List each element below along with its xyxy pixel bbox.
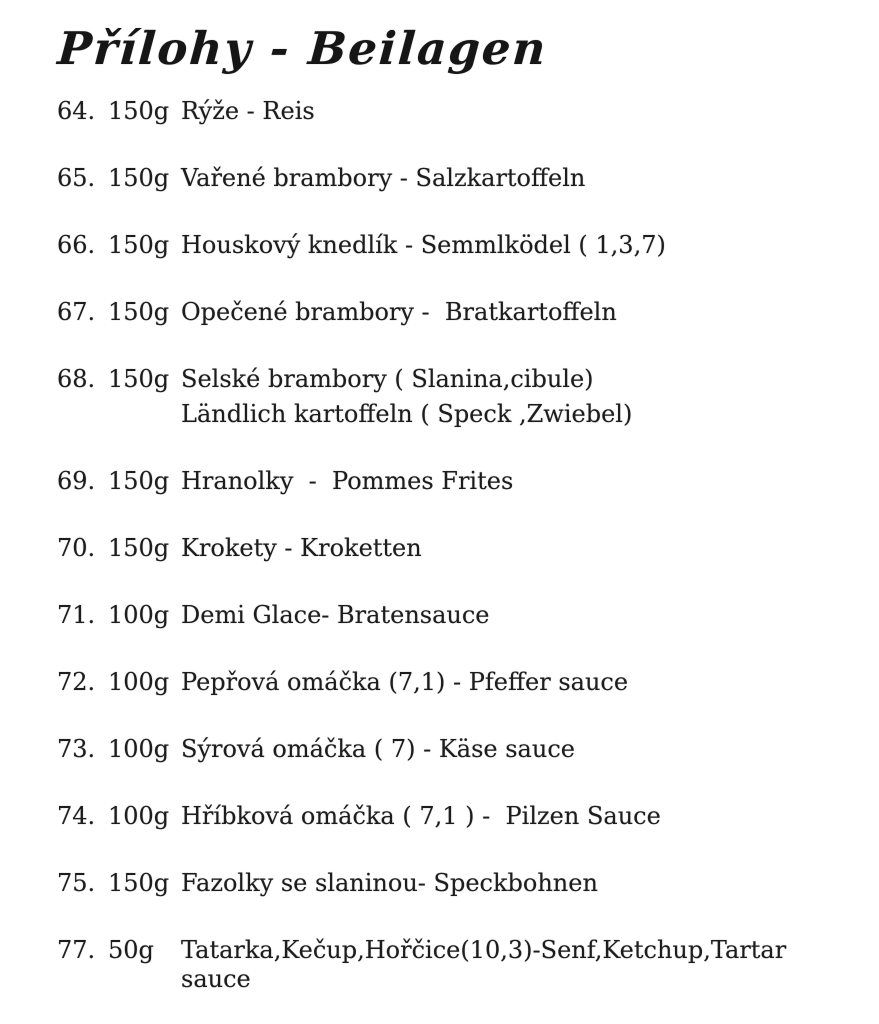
item-name-secondary: Ländlich kartoffeln ( Speck ,Zwiebel)	[181, 400, 633, 428]
item-name-block	[181, 365, 853, 429]
item-weight: 150g	[108, 298, 170, 326]
item-name-block	[181, 164, 853, 193]
menu-item-row	[57, 467, 853, 496]
menu-item-row	[57, 668, 853, 697]
item-number: 66.	[57, 231, 96, 259]
menu-item-row	[57, 231, 853, 260]
item-weight: 100g	[108, 601, 170, 629]
item-number: 64.	[57, 97, 96, 125]
item-weight: 150g	[108, 164, 170, 192]
menu-item-row	[57, 164, 853, 193]
menu-item-row	[57, 869, 853, 898]
menu-item-row	[57, 936, 853, 994]
item-name: Hříbková omáčka ( 7,1 ) - Pilzen Sauce	[181, 802, 661, 830]
item-name-block	[181, 97, 853, 126]
menu-item-row	[57, 802, 853, 831]
item-name-block	[181, 298, 853, 327]
item-number: 77.	[57, 936, 96, 964]
item-number: 68.	[57, 365, 96, 393]
item-weight: 100g	[108, 802, 170, 830]
item-name-block	[181, 869, 853, 898]
item-name-block	[181, 467, 853, 496]
item-weight: 100g	[108, 668, 170, 696]
menu-item-row	[57, 534, 853, 563]
item-name: Houskový knedlík - Semmlködel ( 1,3,7)	[181, 231, 666, 259]
page-title: Přílohy - Beilagen	[56, 22, 550, 75]
item-name: Pepřová omáčka (7,1) - Pfeffer sauce	[181, 668, 629, 696]
item-name: Sýrová omáčka ( 7) - Käse sauce	[181, 735, 575, 763]
menu-item-row	[57, 97, 853, 126]
item-number: 71.	[57, 601, 96, 629]
item-number: 67.	[57, 298, 96, 326]
menu-list	[57, 97, 853, 1024]
item-name-block	[181, 231, 853, 260]
menu-item-row	[57, 365, 853, 429]
item-name-block	[181, 936, 853, 994]
item-name: Selské brambory ( Slanina,cibule)	[181, 365, 594, 393]
menu-item-row	[57, 601, 853, 630]
item-weight: 100g	[108, 735, 170, 763]
item-number: 65.	[57, 164, 96, 192]
item-name: Tatarka,Kečup,Hořčice(10,3)-Senf,Ketchup,Tartar sauce	[181, 936, 794, 993]
menu-item-row	[57, 735, 853, 764]
item-number: 69.	[57, 467, 96, 495]
item-weight: 150g	[108, 365, 170, 393]
item-number: 75.	[57, 869, 96, 897]
item-name: Rýže - Reis	[181, 97, 315, 125]
item-name-block	[181, 534, 853, 563]
item-weight: 150g	[108, 534, 170, 562]
item-name: Vařené brambory - Salzkartoffeln	[181, 164, 586, 192]
item-weight: 150g	[108, 97, 170, 125]
item-weight: 150g	[108, 231, 170, 259]
item-name: Krokety - Kroketten	[181, 534, 422, 562]
item-name: Demi Glace- Bratensauce	[181, 601, 490, 629]
item-number: 70.	[57, 534, 96, 562]
item-weight: 150g	[108, 467, 170, 495]
item-number: 73.	[57, 735, 96, 763]
item-name: Opečené brambory - Bratkartoffeln	[181, 298, 617, 326]
menu-item-row	[57, 298, 853, 327]
item-name: Hranolky - Pommes Frites	[181, 467, 514, 495]
item-name: Fazolky se slaninou- Speckbohnen	[181, 869, 598, 897]
item-name-block	[181, 735, 853, 764]
item-number: 72.	[57, 668, 96, 696]
item-weight: 150g	[108, 869, 170, 897]
item-name-block	[181, 668, 853, 697]
item-weight: 50g	[108, 936, 154, 964]
item-number: 74.	[57, 802, 96, 830]
item-name-block	[181, 601, 853, 630]
item-name-block	[181, 802, 853, 831]
